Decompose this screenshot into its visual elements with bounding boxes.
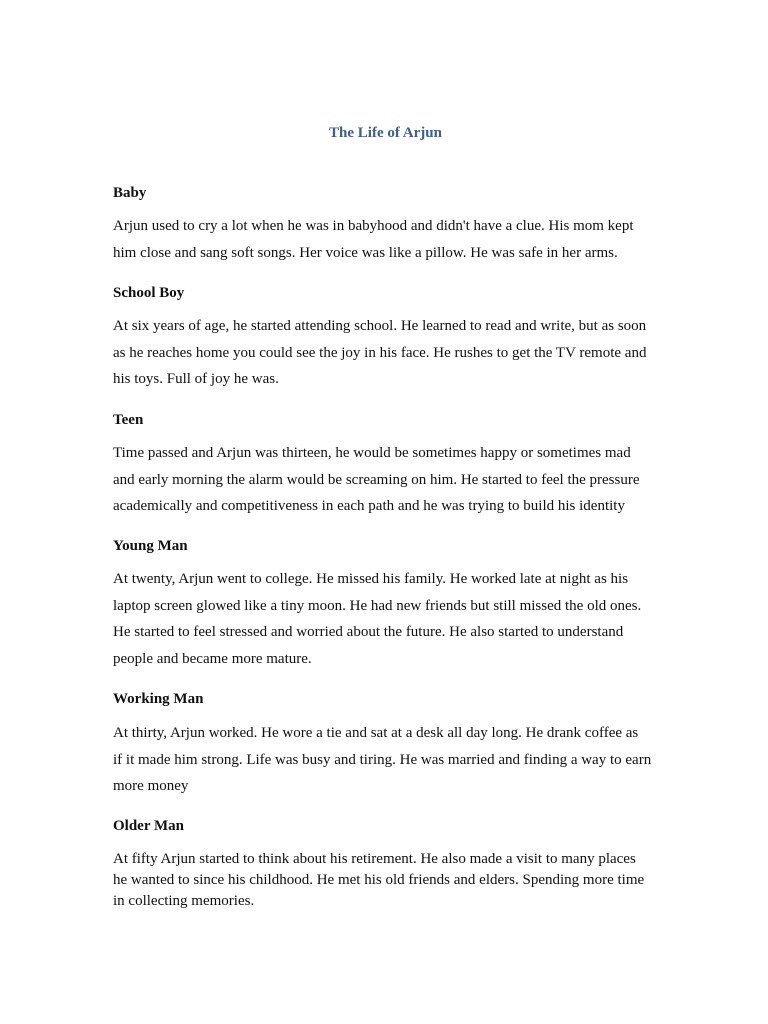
paragraph-line: academically and competitiveness in each path and he was trying to build his identity [113,498,625,515]
section-heading-older-man: Older Man [113,818,184,834]
section-paragraph-school-boy [113,313,658,393]
section-heading-teen: Teen [113,412,144,428]
section-paragraph-older-man [113,849,658,912]
paragraph-line: At thirty, Arjun worked. He wore a tie and sat at a desk all day long. He drank coffee as [113,725,639,741]
paragraph-line: laptop screen glowed like a tiny moon. He had new friends but still missed the old ones. [113,597,642,614]
paragraph-line: At six years of age, he started attending school. He learned to read and write, but as soon [113,318,647,334]
paragraph-line: if it made him strong. Life was busy and tiring. He was married and finding a way to earn [113,751,652,768]
paragraph-line: Arjun used to cry a lot when he was in babyhood and didn't have a clue. His mom kept [113,218,634,234]
section-paragraph-working-man [113,720,658,800]
section-paragraph-young-man [113,566,658,673]
section-paragraph-teen [113,440,658,520]
paragraph-line: in collecting memories. [113,893,255,909]
paragraph-line: At fifty Arjun started to think about his retirement. He also made a visit to many places [113,851,636,867]
section-paragraph-baby [113,213,658,266]
paragraph-line: people and became more mature. [113,651,312,668]
paragraph-line: more money [113,778,189,795]
paragraph-line: and early morning the alarm would be screaming on him. He started to feel the pressure [113,471,640,488]
paragraph-line: At twenty, Arjun went to college. He missed his family. He worked late at night as his [113,571,629,587]
paragraph-line: Time passed and Arjun was thirteen, he would be sometimes happy or sometimes mad [113,445,631,461]
paragraph-line: he wanted to since his childhood. He met his old friends and elders. Spending more time [113,872,645,888]
paragraph-line: his toys. Full of joy he was. [113,371,279,388]
section-heading-baby: Baby [113,185,147,201]
paragraph-line: as he reaches home you could see the joy in his face. He rushes to get the TV remote and [113,344,647,361]
section-heading-young-man: Young Man [113,538,188,554]
paragraph-line: him close and sang soft songs. Her voice was like a pillow. He was safe in her arms. [113,244,618,261]
paragraph-line: He started to feel stressed and worried about the future. He also started to understand [113,624,624,641]
section-heading-working-man: Working Man [113,691,204,707]
document-title: The Life of Arjun [329,125,442,141]
section-heading-school-boy: School Boy [113,285,185,301]
